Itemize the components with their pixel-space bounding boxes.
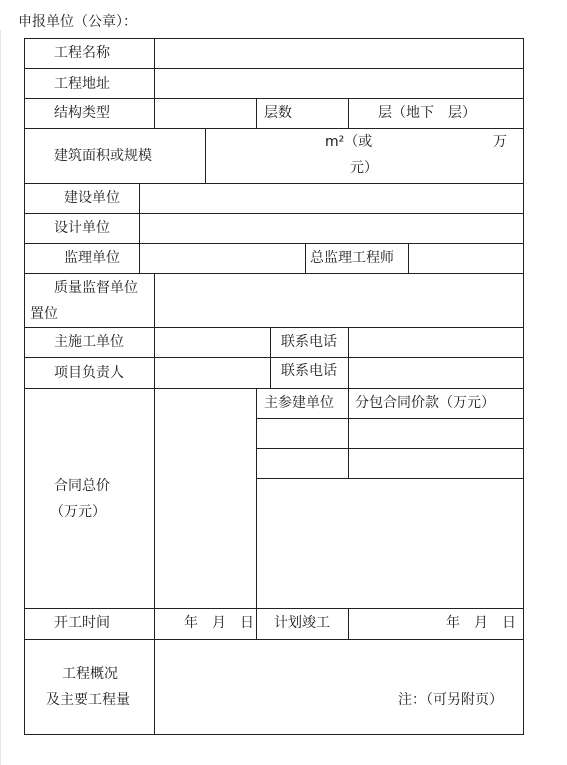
label-structure-type: 结构类型 xyxy=(54,105,110,121)
label-project-overview: 工程概况 xyxy=(62,666,118,682)
label-area: 建筑面积或规模 xyxy=(54,148,152,164)
area-unit-yuan: 元） xyxy=(350,160,378,176)
label-start-time: 开工时间 xyxy=(54,615,110,631)
label-sub-contract-price: 分包合同价款（万元） xyxy=(355,395,495,411)
completion-date: 年 月 日 xyxy=(446,615,516,631)
start-date: 年 月 日 xyxy=(184,615,254,631)
label-sub-unit: 主参建单位 xyxy=(264,395,334,411)
label-planned-completion: 计划竣工 xyxy=(274,615,330,631)
label-contact-phone-1: 联系电话 xyxy=(281,334,337,350)
label-main-quantities: 及主要工程量 xyxy=(46,692,130,708)
label-floors: 层数 xyxy=(264,105,292,121)
label-supervision-unit: 监理单位 xyxy=(64,250,120,266)
label-quality-supervision-line2: 置位 xyxy=(30,306,58,322)
area-unit-m2: m²（或 xyxy=(325,134,373,150)
label-project-manager: 项目负责人 xyxy=(54,365,124,381)
floors-value: 层（地下 层） xyxy=(378,105,476,121)
label-design-unit: 设计单位 xyxy=(54,220,110,236)
page-left-border xyxy=(0,30,1,765)
label-project-name: 工程名称 xyxy=(54,45,110,61)
note-attach-pages: 注：（可另附页） xyxy=(398,692,503,708)
label-contract-total: 合同总价 xyxy=(54,478,110,494)
label-contract-total-unit: （万元） xyxy=(50,504,106,520)
label-chief-supervisor: 总监理工程师 xyxy=(310,250,394,266)
area-unit-wan: 万 xyxy=(493,134,507,150)
label-quality-supervision: 质量监督单位 xyxy=(54,280,138,296)
label-project-address: 工程地址 xyxy=(54,76,110,92)
label-contact-phone-2: 联系电话 xyxy=(281,363,337,379)
header-declaring-unit: 申报单位（公章）： xyxy=(18,14,137,30)
label-main-contractor: 主施工单位 xyxy=(54,334,124,350)
label-construction-unit: 建设单位 xyxy=(64,190,120,206)
